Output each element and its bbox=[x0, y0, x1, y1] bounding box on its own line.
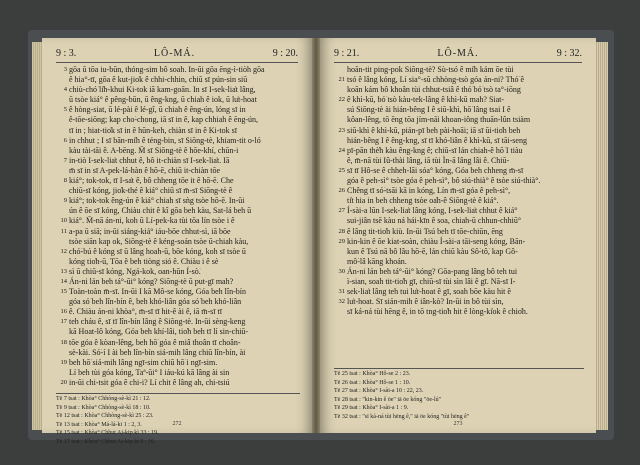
line-text: a-pa ū siā; in-ūi siáng-kiá° iáu-bōe chhut-sì, iā bōe bbox=[69, 226, 231, 236]
verse-number: 29 bbox=[338, 237, 345, 245]
line-text: góa só͘ beh lîn-bín ê, beh khó-liân góa só͘ beh khó-liân bbox=[69, 297, 242, 307]
footnote: Tē 32 tsat : "sī ká-ná tùi hēng ê," iā ōe kóng "tùi hēng ê" bbox=[334, 413, 470, 420]
line-text: chiū-sī kóng, jio̍k-thé ê kiá° chiū sī m̄-sī Siōng-tè ê bbox=[69, 186, 233, 196]
line-text: hián-bêng I ê êng-kng, sī tī khó-liân ê khì-kū, sī tāi-seng bbox=[347, 135, 527, 145]
line-text: ê. Chiàu án-ni khòa°, m̄-sī tī hit-ê ài ê, iā m̄-sī tī bbox=[69, 307, 222, 317]
verse-number: 13 bbox=[60, 267, 67, 275]
line-text: chó͘-bú ê kóng sī ū lâng hoah-ū, bōe kóng, koh sī tsòe ū bbox=[69, 246, 246, 256]
text-line bbox=[334, 307, 584, 317]
page-edges-left bbox=[32, 42, 42, 430]
footnote: Tē 9 tsat : Khòa° Chhòng-sè-kì 18 : 10. bbox=[56, 404, 151, 411]
verse-number: 31 bbox=[338, 288, 345, 296]
text-line bbox=[56, 317, 300, 327]
verse-number: 24 bbox=[338, 146, 345, 154]
text-line bbox=[334, 206, 584, 216]
verse-number: 18 bbox=[60, 338, 67, 346]
text-line bbox=[56, 257, 300, 267]
line-text: beh hō͘ siá-mih lâng ngī-sim chiū hō͘ i ngī-sim. bbox=[69, 357, 218, 367]
text-line bbox=[334, 85, 584, 95]
text-line bbox=[334, 196, 584, 206]
text-body bbox=[56, 65, 300, 388]
verse-number: 25 bbox=[338, 166, 345, 174]
line-text: teh cháu ê, sī tī lîn-bín lâng ê Siōng-tè. In-ūi sèng-keng bbox=[69, 317, 246, 327]
chapter-ref: 9 : 21. bbox=[334, 47, 360, 59]
footnote: Tē 27 tsat : Khòa° I-sài-a 10 : 22, 23. bbox=[334, 388, 424, 394]
text-line bbox=[56, 277, 300, 287]
line-text: m̄ sī in sī A-pek-lá-hàn ê hō-ē, chiū it-chiàn tōe bbox=[69, 165, 221, 175]
line-text: ê lâng tit-tio̍h kiù. In-ūi Tsú beh tī tōe-chiūn, ēng bbox=[347, 226, 503, 236]
verse-number: 30 bbox=[338, 267, 345, 275]
line-text: Chêng tī só͘-tsāi kā in kóng, Lín m̄-sī góa ê peh-sì°, bbox=[347, 186, 511, 196]
line-text: siū-khì ê khì-kū, pián-pī beh pài-hoāi; iā sī ūi-tio̍h beh bbox=[347, 125, 521, 135]
line-text: Lí beh tùi góa kóng, Taª-ūi° I iáu-kú kā lâng ài sin bbox=[69, 367, 230, 377]
text-line bbox=[334, 146, 584, 156]
verse-number: 6 bbox=[63, 136, 67, 144]
text-body bbox=[334, 65, 584, 317]
footnote: Tē 13 tsat : Khòa° Má-lá-ki 1 : 2, 3. bbox=[56, 421, 142, 428]
line-text: lu̍t-hoat. Sī sián-mih ê iân-kò͘? In-ūi in bô tùi sìn, bbox=[347, 297, 504, 307]
page-number: 272 bbox=[172, 421, 182, 427]
line-text: Án-ni lán beh tá°-ūi° kóng? Siōng-tè ū put-gī mah? bbox=[69, 276, 234, 286]
page-ref: 9 : 32. bbox=[556, 47, 582, 59]
text-line bbox=[56, 358, 300, 368]
header-rule bbox=[334, 62, 582, 63]
text-line bbox=[56, 227, 300, 237]
book-title: LÔ-MÁ. bbox=[153, 47, 196, 59]
verse-number: 32 bbox=[338, 298, 345, 306]
line-text: sú Siōng-tè ài hián-bêng I ê siū-khì, hō͘ lâng tsai I ê bbox=[347, 105, 511, 115]
line-text: gōa ū tōa iu-būn, thóng-sim bô soah. In-ūi gōa ēng-ì-tiòh gōa bbox=[69, 65, 265, 74]
page-ref: 9 : 20. bbox=[272, 47, 298, 59]
text-line bbox=[56, 307, 300, 317]
verse-number: 26 bbox=[338, 187, 345, 195]
text-line bbox=[56, 186, 300, 196]
gutter bbox=[312, 38, 320, 433]
line-text: tī in ; hiat-tio̍k sī in ê hūn-keh, chiàn sī in ê Ki-tok sī bbox=[69, 125, 237, 135]
footnote-rule bbox=[334, 368, 584, 369]
text-line bbox=[334, 267, 584, 277]
footnotes bbox=[334, 370, 584, 421]
text-line bbox=[56, 338, 300, 348]
footnote: Tē 28 tsat : "kin-kin ê ōe" iā ōe kóng "ōe-lú" bbox=[334, 396, 442, 403]
line-text: ún ê ōe sī kóng, Chiàu chit ê kî gōa beh kàu, Sat-lá beh ū bbox=[69, 206, 252, 216]
line-text: kóng tio̍h-ū, Tōa ê beh tiòng sió ê. Chiàu i ê sè bbox=[69, 256, 219, 266]
text-line bbox=[56, 378, 300, 388]
text-line bbox=[56, 115, 300, 125]
line-text: sì ū chiū-sī kóng, Ngá-kok, oan-hūn Í-sò͘. bbox=[69, 266, 201, 276]
text-line bbox=[56, 348, 300, 358]
text-line bbox=[56, 65, 300, 75]
text-line bbox=[56, 75, 300, 85]
verse-number: 21 bbox=[338, 76, 345, 84]
footnote: Tē 17 tsat : Khòa° Chhut Ai-kip kì 9 : 16. bbox=[56, 438, 156, 445]
line-text: sī tī Hô-se ê chheh-lāi sóa° kóng, Góa beh chheng m̄-sī bbox=[347, 165, 524, 175]
line-text: tsó ê lâng kóng, Lí sia°-sū chhòng-tsò góa án-ni? Thó͘ ê bbox=[347, 75, 525, 85]
left-page bbox=[42, 38, 312, 445]
line-text: tsòe siān kap ok, Siōng-tè ê kéng-soán tsòe ū-chiah kàu, bbox=[69, 236, 249, 246]
text-line bbox=[334, 115, 584, 125]
line-text: Í-sài-a lūn I-sek-lia̍t lâng kóng, I-sek-lia̍t chhut ê kiá° bbox=[347, 206, 518, 216]
footnote: Tē 7 tsat : Khòa° Chhòng-sè-kì 21 : 12. bbox=[56, 396, 151, 402]
line-text: hoān-tit ping-pok Siōng-tè? Sù-tsó ê mi̍h kám ōe tùi bbox=[347, 65, 514, 74]
text-line bbox=[56, 126, 300, 136]
verse-number: 17 bbox=[60, 318, 67, 326]
verse-number: 28 bbox=[338, 227, 345, 235]
verse-number: 19 bbox=[60, 358, 67, 366]
text-line bbox=[56, 176, 300, 186]
text-line bbox=[334, 216, 584, 226]
text-line bbox=[56, 237, 300, 247]
line-text: in-tiò I-sek-lia̍t chhut ê, bô it-chiàn sī I-sek-lia̍t. Iā bbox=[69, 155, 230, 165]
text-line bbox=[56, 368, 300, 378]
text-line bbox=[334, 297, 584, 307]
running-head bbox=[334, 46, 582, 60]
text-line bbox=[56, 327, 300, 337]
line-text: kàu tài-tāi ê. A-bēng. M̄ sī Siōng-tè ê hōe-khí, chūn-i bbox=[69, 145, 239, 155]
line-text: sek-lia̍t lâng teh tui lu̍t-hoat ê gī, soah bōe kàu hit ê bbox=[347, 287, 511, 297]
verse-number: 11 bbox=[60, 227, 67, 235]
text-line bbox=[334, 237, 584, 247]
text-line bbox=[334, 166, 584, 176]
verse-number: 4 bbox=[63, 86, 67, 94]
verse-number: 12 bbox=[60, 247, 67, 255]
text-line bbox=[334, 186, 584, 196]
line-text: ê-tōe-siōng; kap cho͘-chong, iā sī in ê, kap chhiah ê ēng-ún, bbox=[69, 115, 259, 125]
footnote: Tē 25 tsat : Khòa° Hô-se 2 : 23. bbox=[334, 371, 411, 377]
right-page bbox=[320, 38, 596, 433]
line-text: Án-ni lán beh tá°-ūi° kóng? Gōa-pang lâng bô teh tui bbox=[347, 266, 518, 276]
text-line bbox=[56, 247, 300, 257]
chapter-ref: 9 : 3. bbox=[56, 47, 77, 59]
verse-number: 20 bbox=[60, 378, 67, 386]
line-text: ê khì-kū, bó͘ tsò kàu-tek-lâng ê khì-kū mah? Siat- bbox=[347, 95, 505, 105]
text-line bbox=[334, 287, 584, 297]
line-text: Toàn-toàn m̄-sī. In-ūi I kā Mô-se kóng, Góa beh lîn-bín bbox=[69, 287, 246, 297]
line-text: pī-pān thè̍h kàu êng-kng ê; chiū-sī lán chiah-ê hō͘ I tiàu bbox=[347, 145, 523, 155]
text-line bbox=[334, 105, 584, 115]
verse-number: 15 bbox=[60, 288, 67, 296]
footnote: Tē 26 tsat : Khòa° Hô-se 1 : 10. bbox=[334, 379, 411, 386]
line-text: kā Hoat-lô kóng, Góa beh khí-lâi, tio̍h beh tī lí sin-chiū- bbox=[69, 327, 249, 337]
text-line bbox=[56, 146, 300, 156]
line-text: ū tsòe kiá° ê pêng-būn, ū êng-kng, ū chiah ê iok, ū lu̍t-hoat bbox=[69, 95, 257, 105]
verse-number: 22 bbox=[338, 96, 345, 104]
text-line bbox=[334, 136, 584, 146]
page-edges-right bbox=[596, 42, 608, 430]
line-text: ê, m̄-nā tùi Iû-thài lâng, iā tùi Ìn-ā lâng lâi ê. Chiū- bbox=[347, 155, 510, 165]
line-text: in chhut ; I sī bān-mi̍h ê téng-bin, sī Siōng-tè, khiam-tit o-ló bbox=[69, 135, 261, 145]
footnote: Tē 29 tsat : Khòa° I-sài-a 1 : 9. bbox=[334, 405, 409, 411]
footnote-rule bbox=[56, 393, 300, 394]
verse-number: 14 bbox=[60, 277, 67, 285]
text-line bbox=[56, 206, 300, 216]
text-line bbox=[56, 216, 300, 226]
text-line bbox=[56, 95, 300, 105]
line-text: kin-kin ê ōe kiat-soàn, chiàu Í-sài-a tāi-seng kóng, Bān- bbox=[347, 236, 526, 246]
text-line bbox=[334, 176, 584, 186]
line-text: sè-kài. Só͘-í I ài beh lîn-bín siá-mih lâng chiū lîn-bín, ài bbox=[69, 347, 246, 357]
text-line bbox=[56, 85, 300, 95]
text-line bbox=[334, 126, 584, 136]
verse-number: 3 bbox=[63, 66, 67, 73]
text-line bbox=[334, 277, 584, 287]
line-text: ê hòng-siat, ū lé-pài ê lé-gî, ū chiah ê êng-ún, lóng sī in bbox=[69, 105, 246, 115]
verse-number: 7 bbox=[63, 156, 67, 164]
line-text: chiù-chó͘ li̍h-khui Ki-tok iā kam-goān. In sī I-sek-lia̍t lâng, bbox=[69, 85, 256, 95]
text-line bbox=[56, 297, 300, 307]
text-line bbox=[56, 267, 300, 277]
line-text: tōe góa ê kòan-lêng, beh hō͘ góa ê miâ thoân tī choân- bbox=[69, 337, 241, 347]
line-text: kiá°; tok-tok, tī I-sa̍t ê, bô chheng tōe it ê hō-ē. Che bbox=[69, 176, 234, 186]
verse-number: 27 bbox=[338, 207, 345, 215]
verse-number: 23 bbox=[338, 126, 345, 134]
line-text: kiá°. M̄-nā án-ni, koh ū Lí-pek-ka tùi tōa lín tsòe i ê bbox=[69, 216, 235, 226]
text-line bbox=[334, 247, 584, 257]
text-line bbox=[56, 196, 300, 206]
header-rule bbox=[56, 62, 298, 63]
text-line bbox=[56, 156, 300, 166]
line-text: koān kám bô khoân tùi chhut-tsiâ ê thó͘ bó͘ tsò ta°-iōng bbox=[347, 85, 521, 95]
text-line bbox=[334, 75, 584, 85]
footnote: Tē 15 tsat : Khòa° Chhut Ai-kip kì 33 : 19. bbox=[56, 430, 159, 436]
text-line bbox=[334, 65, 584, 75]
text-line bbox=[334, 156, 584, 166]
line-text: sī ká-ná tùi hēng ê, in tō tng-tio̍h hit ê lòng-ki̍ok ê chio̍h. bbox=[347, 307, 528, 317]
verse-number: 16 bbox=[60, 308, 67, 316]
text-line bbox=[56, 136, 300, 146]
line-text: góa ê peh-sì° tsòe góa ê peh-sì°, bô siú-thià° ê tsòe siú-thià°. bbox=[347, 176, 541, 186]
text-line bbox=[334, 257, 584, 267]
line-text: kiá°; tok-tok êng-ún ê kiá° chiah sī sǹg tsòe hō-ē. In-ūi bbox=[69, 196, 245, 206]
line-text: ti̍t hia in beh chheng tsòe oa̍h-ê Siōng-tè ê kiá°. bbox=[347, 196, 499, 206]
verse-number: 10 bbox=[60, 217, 67, 225]
text-line bbox=[56, 105, 300, 115]
line-text: in-ūi chi-tsit góa ê chi-i? Lí chit ê lâng ah, chi-tsiú bbox=[69, 377, 230, 387]
text-line bbox=[56, 166, 300, 176]
line-text: ì-sian, soah tit-tio̍h gī, chiū-sī tùi sìn lâi ê gī. Nā-sī I- bbox=[347, 276, 516, 286]
text-line bbox=[334, 227, 584, 237]
footnote: Tē 12 tsat : Khòa° Chhòng-sè-kì 25 : 23. bbox=[56, 413, 154, 419]
page-number: 273 bbox=[453, 421, 463, 427]
text-line bbox=[334, 95, 584, 105]
line-text: kun ê Tsú nā bô lâu hō-ē, lán chiū kàu Sô͘-tô͘, kap Gô- bbox=[347, 246, 518, 256]
verse-number: 8 bbox=[63, 177, 67, 185]
verse-number: 5 bbox=[63, 106, 67, 114]
text-line bbox=[56, 287, 300, 297]
line-text: mô͘-lâ kāng khoán. bbox=[347, 256, 407, 266]
line-text: sui-jiân tsē kàu ná hái-kīn ê soa, chiah-ū chhun-chhiū° bbox=[347, 216, 522, 226]
verse-number: 9 bbox=[63, 197, 67, 205]
book-title: LÔ-MÁ. bbox=[437, 47, 479, 59]
line-text: kôan-lêng, tō ēng tōa jím-nāi khoan-iông thuān-lûn tsiàm bbox=[347, 115, 531, 125]
running-head bbox=[56, 46, 298, 60]
line-text: ê hia°-tī, gōa ê kut-jio̍k ê chhi-chhin, chiū sī pún-sin siū bbox=[69, 75, 248, 85]
